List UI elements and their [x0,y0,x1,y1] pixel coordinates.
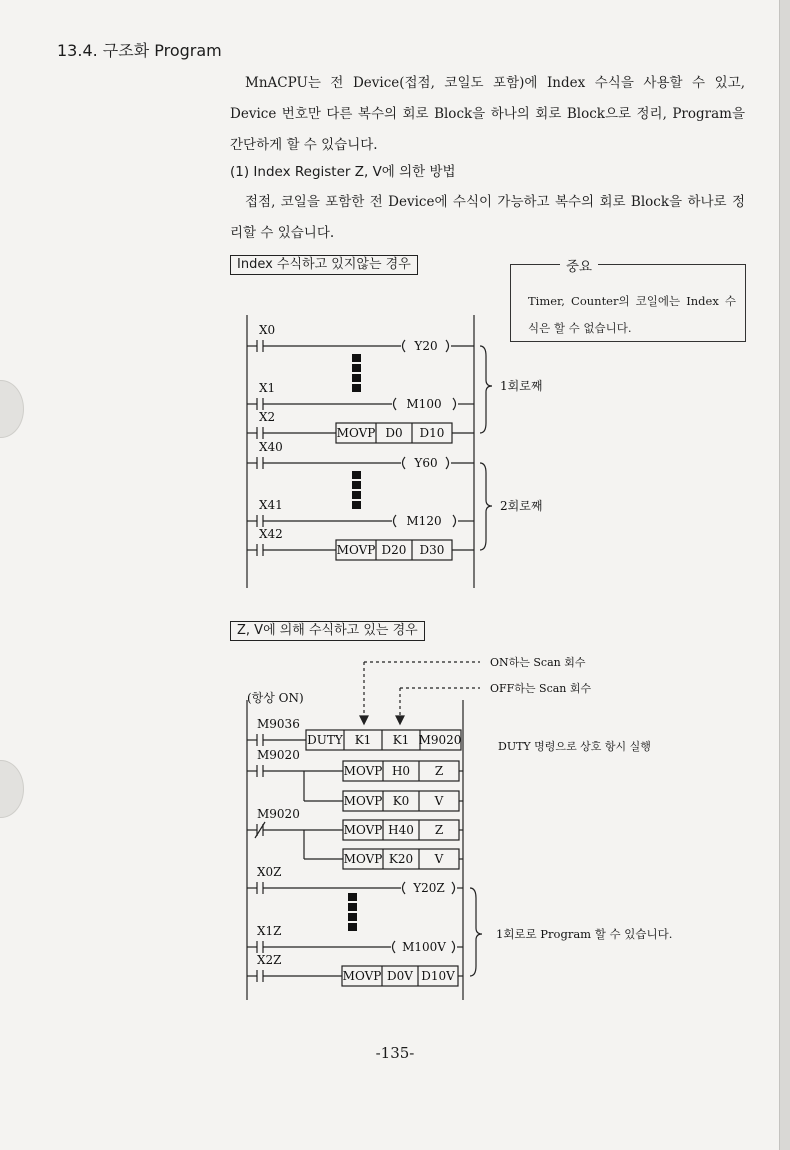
contact-label: X2 [259,410,276,424]
case2-ellipsis [348,893,357,931]
operand-cell: K0 [392,794,410,808]
case2-label: Z, V에 의해 수식하고 있는 경우 [230,621,425,641]
coil-label: M100V [402,940,446,954]
operand-cell: D10 [419,426,445,440]
coil-label: M120 [406,514,442,528]
contact-label: X1Z [257,924,282,938]
on-scan-label: ON하는 Scan 회수 [490,656,586,669]
instruction-cell: DUTY [307,733,343,747]
operand-cell: D10V [421,969,455,983]
contact-label: X40 [259,440,283,454]
note-title: 중요 [560,255,598,275]
operand-cell: V [434,794,444,808]
off-scan-label: OFF하는 Scan 회수 [490,682,592,695]
instruction-cell: MOVP [336,543,376,557]
operand-cell: D30 [419,543,445,557]
contact-label: X0Z [257,865,282,879]
note-text: Timer, Counter의 코일에는 Index 수식은 할 수 없습니다. [528,294,736,335]
always-on-label: (항상 ON) [247,691,304,705]
contact-label: X42 [259,527,283,541]
coil-label: M100 [406,397,442,411]
description-paragraph: 접점, 코일을 포함한 전 Device에 수식이 가능하고 복수의 회로 Block을 하나로 정리할 수 있습니다. [230,194,745,241]
operand-cell: H40 [388,823,414,837]
operand-cell: K1 [392,733,410,747]
operand-cell: V [434,852,444,866]
operand-cell: D0 [385,426,403,440]
contact-label: X1 [259,381,276,395]
contact-label: X0 [259,323,276,337]
coil-label: Y20Z [413,881,445,895]
operand-cell: D20 [381,543,407,557]
operand-cell: Z [434,823,444,837]
operand-cell: H0 [391,764,411,778]
operand-cell: Z [434,764,444,778]
operand-cell: M9020 [418,733,462,747]
operand-cell: D0V [387,969,413,983]
contact-label: X41 [259,498,283,512]
intro-paragraph: MnACPU는 전 Device(접점, 코일도 포함)에 Index 수식을 사용할 수 있고, Device 번호만 다른 복수의 회로 Block을 하나의 회로 Block으로 정리, Program을 간단하게 할 수 있습니다. [230,75,745,153]
coil-label: Y60 [414,456,438,470]
contact-label: X2Z [257,953,282,967]
instruction-cell: MOVP [343,852,383,866]
operand-cell: K20 [388,852,414,866]
operand-cell: K1 [354,733,372,747]
contact-label: M9020 [257,807,300,821]
duty-note: DUTY 명령으로 상호 항시 실행 [498,740,651,753]
instruction-cell: MOVP [343,794,383,808]
instruction-cell: MOVP [343,823,383,837]
instruction-cell: MOVP [336,426,376,440]
instruction-cell: MOVP [342,969,382,983]
brace-label: 1회로째 [500,379,543,393]
subheading: (1) Index Register Z, V에 의한 방법 [230,164,456,180]
page-number: -135- [375,1044,415,1062]
coil-label: Y20 [414,339,438,353]
brace-label: 2회로째 [500,499,543,513]
instruction-cell: MOVP [343,764,383,778]
contact-label: M9036 [257,717,300,731]
section-title: 13.4. 구조화 Program [57,41,222,60]
case1-labels [259,323,542,557]
contact-label: M9020 [257,748,300,762]
case2-labels [247,655,672,983]
case1-label: Index 수식하고 있지않는 경우 [230,255,418,275]
brace-label: 1회로로 Program 할 수 있습니다. [496,927,673,941]
